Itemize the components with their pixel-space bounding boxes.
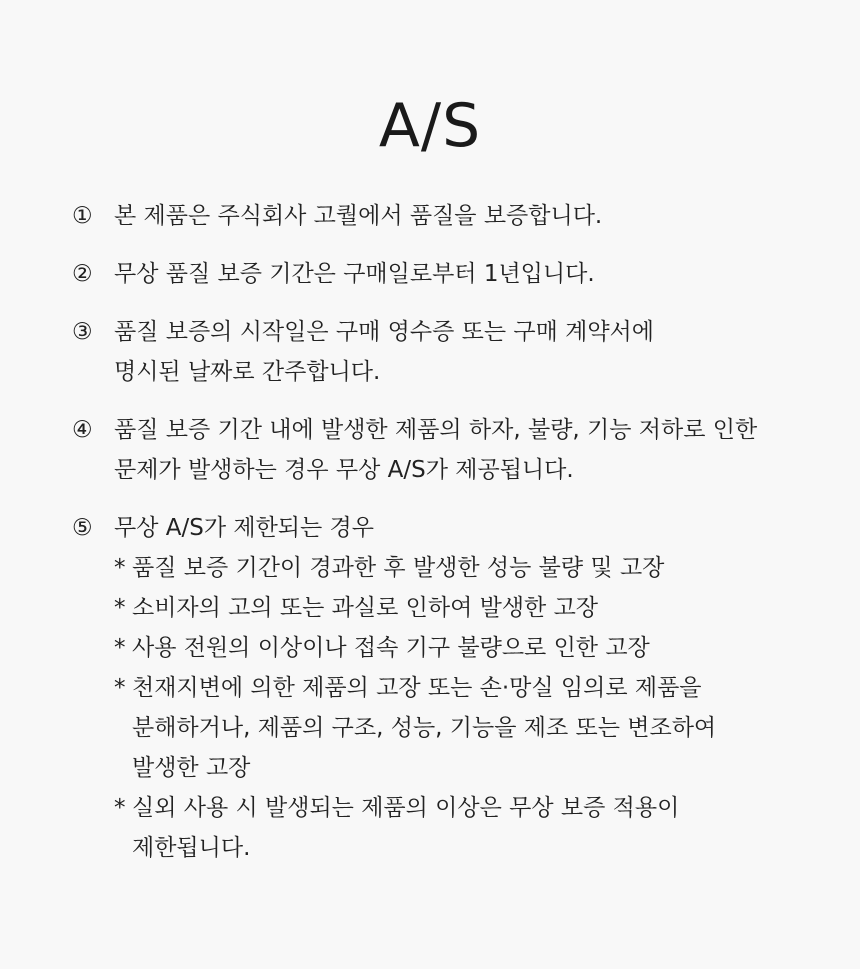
item-text-line: 문제가 발생하는 경우 무상 A/S가 제공됩니다. <box>114 457 574 483</box>
item-text-line: 품질 보증 기간 내에 발생한 제품의 하자, 불량, 기능 저하로 인한 <box>114 417 758 443</box>
policy-item-1 <box>72 196 832 236</box>
bullet-star: * <box>114 635 126 661</box>
item-number: ① <box>72 203 93 229</box>
restriction-item <box>114 788 832 868</box>
restriction-text-line: 천재지변에 의한 제품의 고장 또는 손·망실 임의로 제품을 <box>132 675 702 701</box>
item-text-line: 무상 A/S가 제한되는 경우 <box>114 515 374 541</box>
item-number: ② <box>72 261 93 287</box>
policy-item-2 <box>72 254 832 294</box>
item-text-line: 본 제품은 주식회사 고퀄에서 품질을 보증합니다. <box>114 203 603 229</box>
restriction-text-line: 소비자의 고의 또는 과실로 인하여 발생한 고장 <box>132 595 599 621</box>
policy-item-3 <box>72 312 832 392</box>
as-policy-list <box>72 196 832 886</box>
restriction-item <box>114 588 832 628</box>
restriction-list <box>114 548 832 868</box>
bullet-star: * <box>114 795 126 821</box>
policy-item-5 <box>72 508 832 868</box>
item-number: ⑤ <box>72 515 93 541</box>
restriction-text-line: 발생한 고장 <box>132 755 251 781</box>
item-text-line: 무상 품질 보증 기간은 구매일로부터 1년입니다. <box>114 261 595 287</box>
restriction-item <box>114 668 832 788</box>
item-text-line: 명시된 날짜로 간주합니다. <box>114 359 381 385</box>
bullet-star: * <box>114 595 126 621</box>
bullet-star: * <box>114 675 126 701</box>
item-text-line: 품질 보증의 시작일은 구매 영수증 또는 구매 계약서에 <box>114 319 654 345</box>
item-number: ④ <box>72 417 93 443</box>
restriction-text-line: 사용 전원의 이상이나 접속 기구 불량으로 인한 고장 <box>132 635 650 661</box>
restriction-item <box>114 548 832 588</box>
restriction-text-line: 분해하거나, 제품의 구조, 성능, 기능을 제조 또는 변조하여 <box>132 715 717 741</box>
bullet-star: * <box>114 555 126 581</box>
item-number: ③ <box>72 319 93 345</box>
restriction-text-line: 제한됩니다. <box>132 835 251 861</box>
restriction-text-line: 품질 보증 기간이 경과한 후 발생한 성능 불량 및 고장 <box>132 555 665 581</box>
restriction-item <box>114 628 832 668</box>
restriction-text-line: 실외 사용 시 발생되는 제품의 이상은 무상 보증 적용이 <box>132 795 680 821</box>
policy-item-4 <box>72 410 832 490</box>
page-title: A/S <box>378 91 482 161</box>
